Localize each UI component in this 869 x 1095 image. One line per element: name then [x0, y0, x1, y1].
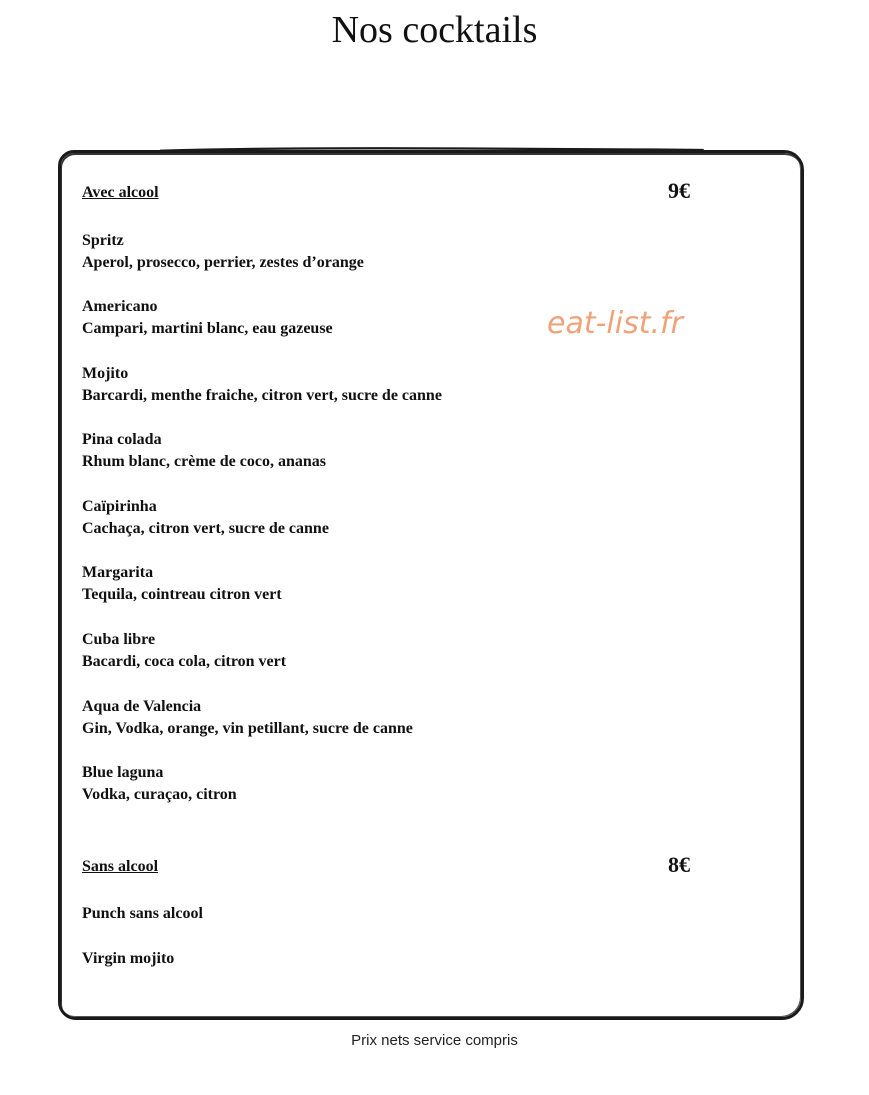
- item-description: Cachaça, citron vert, sucre de canne: [82, 520, 329, 537]
- price-sans-alcool: 8€: [668, 852, 690, 877]
- item-name: Punch sans alcool: [82, 905, 203, 922]
- item-name: Aqua de Valencia: [82, 698, 202, 715]
- price-avec-alcool: 9€: [668, 178, 690, 203]
- menu-item: [82, 296, 333, 340]
- menu-item: [82, 230, 364, 274]
- menu-item: [82, 496, 329, 540]
- item-name: Pina colada: [82, 431, 162, 448]
- menu-item: [82, 948, 174, 970]
- item-name: Blue laguna: [82, 764, 164, 781]
- item-description: Vodka, curaçao, citron: [82, 786, 237, 803]
- menu-item: [82, 429, 326, 473]
- menu-item: [82, 903, 203, 925]
- menu-item: [82, 629, 286, 673]
- item-name: Cuba libre: [82, 631, 156, 648]
- watermark-text: eat-list.fr: [547, 306, 683, 341]
- item-name: Americano: [82, 298, 158, 315]
- item-description: Tequila, cointreau citron vert: [82, 586, 282, 603]
- item-description: Campari, martini blanc, eau gazeuse: [82, 320, 333, 337]
- section-heading-avec-alcool: Avec alcool: [82, 184, 159, 201]
- item-description: Aperol, prosecco, perrier, zestes d’orange: [82, 254, 364, 271]
- menu-item: [82, 562, 282, 606]
- section-heading-sans-alcool: Sans alcool: [82, 858, 159, 875]
- menu-item: [82, 762, 237, 806]
- item-description: Gin, Vodka, orange, vin petillant, sucre de canne: [82, 720, 413, 737]
- item-description: Bacardi, coca cola, citron vert: [82, 653, 287, 670]
- footer-note: Prix nets service compris: [351, 1032, 518, 1049]
- item-name: Caïpirinha: [82, 498, 157, 515]
- item-name: Margarita: [82, 564, 154, 581]
- item-name: Virgin mojito: [82, 950, 175, 967]
- item-name: Spritz: [82, 232, 124, 249]
- menu-item: [82, 363, 442, 407]
- item-description: Barcardi, menthe fraiche, citron vert, sucre de canne: [82, 387, 442, 404]
- page-title: Nos cocktails: [331, 9, 538, 51]
- menu-item: [82, 696, 413, 740]
- item-description: Rhum blanc, crème de coco, ananas: [82, 453, 326, 470]
- item-name: Mojito: [82, 365, 129, 382]
